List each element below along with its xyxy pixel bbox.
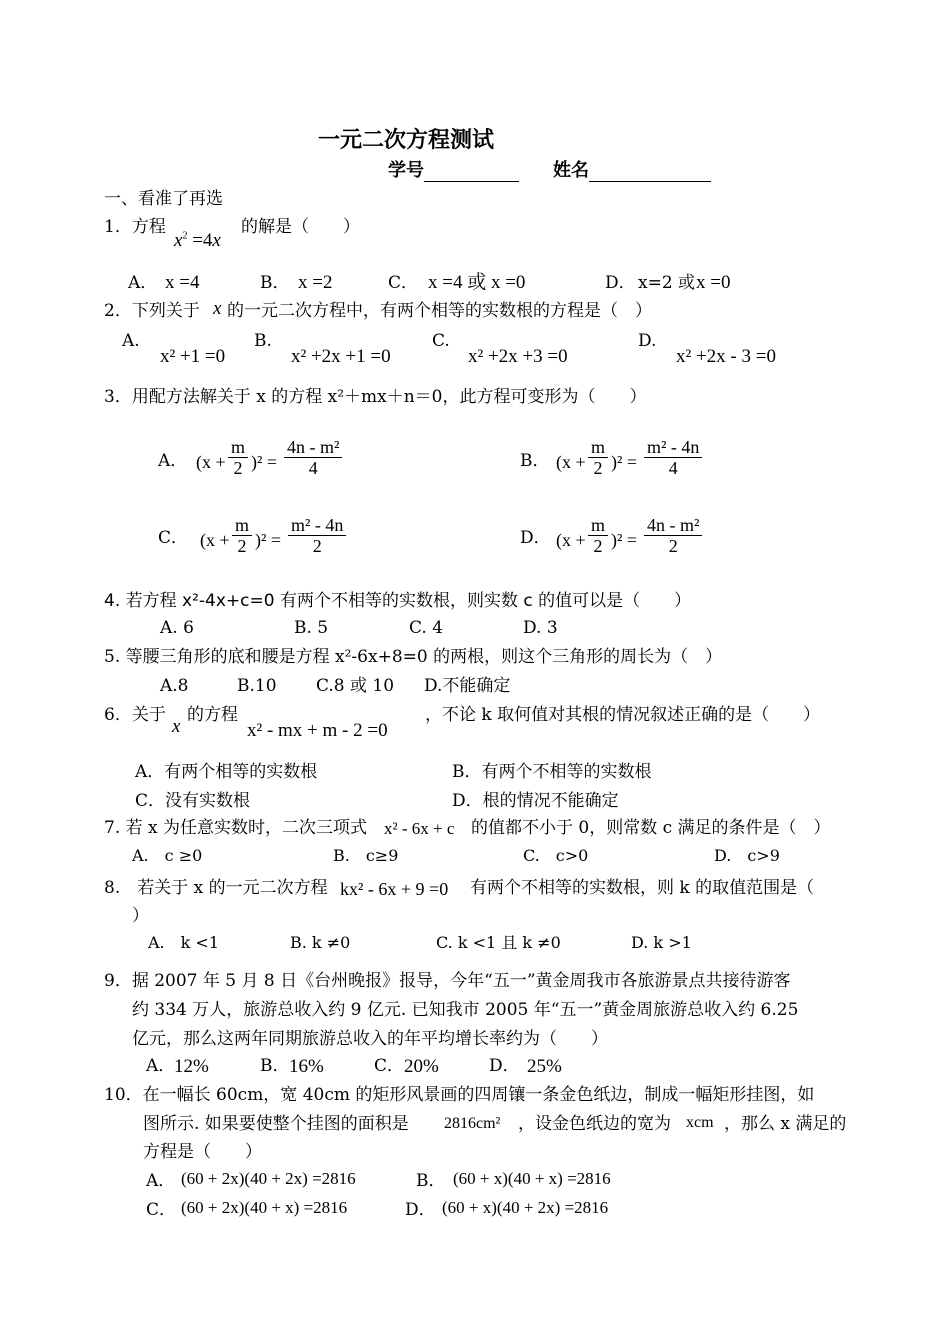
q5-stem: 5. 等腰三角形的底和腰是方程 x²-6x+8=0 的两根，则这个三角形的周长为（ ） xyxy=(104,647,723,667)
q9-option-b-label: B． xyxy=(260,1056,290,1076)
q10-line2a: 图所示. 如果要使整个挂图的面积是 xyxy=(143,1114,409,1134)
q2-var: x xyxy=(213,298,222,319)
q6-option-a: A．有两个相等的实数根 xyxy=(135,762,318,782)
q7-option-c: C. c>0 xyxy=(523,846,589,865)
q10-width: xcm xyxy=(686,1114,714,1131)
q7-expression: x² - 6x + c xyxy=(384,819,455,838)
q9-line3: 亿元，那么这两年同期旅游总收入的年平均增长率约为（ ） xyxy=(132,1029,608,1049)
name-label: 姓名 xyxy=(553,160,589,181)
q10-option-a-label: A． xyxy=(146,1171,176,1191)
page-title: 一元二次方程测试 xyxy=(318,128,495,153)
q5-option-c: C.8 或 10 xyxy=(316,676,395,696)
q10-option-c-label: C． xyxy=(146,1200,177,1220)
q1-option-d-label: D． xyxy=(605,273,636,293)
q4-option-b: B. 5 xyxy=(294,618,329,638)
q8-line2: ） xyxy=(132,906,149,926)
q6-option-d: D．根的情况不能确定 xyxy=(452,791,619,811)
q4-option-d: D. 3 xyxy=(523,618,558,638)
q1-option-c-label: C． xyxy=(388,273,419,293)
q9-line2: 约 334 万人，旅游总收入约 9 亿元. 已知我市 2005 年“五一”黄金周旅游总收入约 6.25 xyxy=(132,1000,799,1020)
q4-stem: 4. 若方程 x²-4x+c=0 有两个不相等的实数根，则实数 c 的值可以是（ ） xyxy=(104,591,692,611)
exam-page: 一元二次方程测试 学号 姓名 一、看准了再选 1．方程 $x^2 =4x$ 的解是（ ） A． x =4 B． x =2 C． x =4 或 x =0 D． x=2 或 x =0 2．下列关于 x 的一元二次方程中，有两个相等的实数根的方程是（ ） A. x² +1 =0 B. x² +2x +1 =0 C. x² +2x +3 =0 D. x² +2x - 3 =0 3．用配方法解关于 x 的方程 x²＋mx＋n＝0，此方程可变形为（ ） A． (x + $\frac{m}{2}$ )² = $\frac{\text{4n - m²}}{4}$ B． (x + $\frac{m}{2}$ )² = $\frac{\text{m² - 4n}}{4}$ C． (x + $\frac{m}{2}$ )² = $\frac{\text{m² - 4n}}{2}$ D． (x + $\frac{m}{2}$ )² = $\frac{\text{4n - m²}}{2}$ 4. 若方程 x²-4x+c=0 有两个不相等的实数根，则实数 c 的值可以是（ ） A. 6 B. 5 C. 4 D. 3 5. 等腰三角形的底和腰是方程 x²-6x+8=0 的两根，则这个三角形的周长为（ ） A.8 B.10 C.8 或 10 D.不能确定 6．关于 x 的方程 x² - mx + m - 2 =0 ，不论 k 取何值对其根的情况叙述正确的是（ ） A．有两个相等的实数根 B．有两个不相等的实数根 C．没有实数根 D．根的情况不能确定 7. 若 x 为任意实数时，二次三项式 x² - 6x + c 的值都不小于 0，则常数 c 满足的条件是（ ） A. c ≥0 B. c≥9 C. c>0 D. c>9 8. 若关于 x 的一元二次方程 kx² - 6x + 9 =0 有两个不相等的实数根，则 k 的取值范围是（ ） A. k <1 B. k ≠0 C. k <1 且 k ≠0 D. k >1 9．据 2007 年 5 月 8 日《台州晚报》报导，今年“五一”黄金周我市各旅游景点共接待游客 约 334 万人，旅游总收入约 9 亿元. 已知我市 2005 年“五一”黄金周旅游总收入约 6.25 亿元，那么这两年同期旅游总收入的年平均增长率约为（ ） A． 12% B． 16% C． 20% D． 25% 10．在一幅长 60cm，宽 40cm 的矩形风景画的四周镶一条金色纸边，制成一幅矩形挂图，如 图所示. 如果要使整个挂图的面积是 2816cm² ，设金色纸边的宽为 xcm ，那么 x 满足的 方程是（ ） A． (60 + 2x)(40 + 2x) =2816 B． (60 + x)(40 + x) =2816 C． (60 + 2x)(40 + x) =2816 D． (60 + x)(40 + 2x) =2816 xyxy=(104,128,847,1220)
q2-rest: 的一元二次方程中，有两个相等的实数根的方程是（ ） xyxy=(227,301,652,321)
q4-option-a: A. 6 xyxy=(160,618,194,638)
q8-stem: 8. 若关于 x 的一元二次方程 xyxy=(104,878,328,898)
q10-option-b: (60 + x)(40 + x) =2816 xyxy=(453,1169,611,1188)
q10-option-a: (60 + 2x)(40 + 2x) =2816 xyxy=(181,1169,356,1188)
q6-option-c: C．没有实数根 xyxy=(135,791,251,811)
q2-stem: 2．下列关于 xyxy=(104,301,200,321)
q10-option-c: (60 + 2x)(40 + x) =2816 xyxy=(181,1198,348,1217)
q7-option-a: A. c ≥0 xyxy=(132,846,203,865)
q1-suffix: 的解是（ ） xyxy=(241,217,360,237)
q10-option-d-label: D． xyxy=(405,1200,436,1220)
q10-line2b: ，设金色纸边的宽为 xyxy=(518,1114,671,1134)
q2-option-c-label: C. xyxy=(432,331,450,351)
q8-equation: kx² - 6x + 9 =0 xyxy=(340,879,449,899)
q9-option-a: 12% xyxy=(174,1056,209,1077)
q6-stem: 6．关于 xyxy=(104,705,166,725)
q6-option-b: B．有两个不相等的实数根 xyxy=(452,762,652,782)
q7-option-d: D. c>9 xyxy=(714,846,780,865)
q5-option-d: D.不能确定 xyxy=(424,676,511,696)
q1-equation: $x^2 =4x$ xyxy=(174,230,221,251)
q2-option-a: x² +1 =0 xyxy=(160,346,226,367)
q2-option-d: x² +2x - 3 =0 xyxy=(676,346,776,367)
q8-option-b: B. k ≠0 xyxy=(290,933,351,952)
q10-line1: 10．在一幅长 60cm，宽 40cm 的矩形风景画的四周镶一条金色纸边，制成一幅矩形挂图，如 xyxy=(104,1085,815,1105)
q2-option-d-label: D. xyxy=(638,331,657,351)
section-heading: 一、看准了再选 xyxy=(104,189,223,209)
student-id-label: 学号 xyxy=(388,160,424,181)
q2-option-a-label: A. xyxy=(122,331,140,351)
q1-option-c: x =4 或 x =0 xyxy=(428,272,526,293)
q8-option-d: D. k >1 xyxy=(631,933,692,952)
q2-option-b-label: B. xyxy=(254,331,272,351)
q1-option-d-text: x=2 或 xyxy=(638,273,696,293)
q2-option-b: x² +2x +1 =0 xyxy=(291,346,391,367)
q9-option-b: 16% xyxy=(289,1056,324,1077)
q8-option-a: A. k <1 xyxy=(148,933,220,952)
q1-stem: 1．方程 xyxy=(104,217,166,237)
q3-stem: 3．用配方法解关于 x 的方程 x²＋mx＋n＝0，此方程可变形为（ ） xyxy=(104,387,647,407)
q10-area: 2816cm² xyxy=(444,1115,501,1132)
q5-option-b: B.10 xyxy=(237,676,277,696)
name-blank xyxy=(589,165,711,182)
q10-line3: 方程是（ ） xyxy=(143,1142,262,1162)
q1-option-b-label: B． xyxy=(260,273,290,293)
q3-option-c-label: C． xyxy=(158,528,189,548)
q1-option-b: x =2 xyxy=(298,272,333,293)
q7-rest: 的值都不小于 0，则常数 c 满足的条件是（ ） xyxy=(471,818,831,838)
q9-option-a-label: A． xyxy=(146,1056,176,1076)
q2-option-c: x² +2x +3 =0 xyxy=(468,346,568,367)
q9-option-d-label: D． xyxy=(489,1056,520,1076)
q1-option-d-math: x =0 xyxy=(696,272,731,293)
q9-option-c: 20% xyxy=(404,1056,439,1077)
q6-mid: 的方程 xyxy=(187,705,238,725)
q9-option-c-label: C． xyxy=(374,1056,405,1076)
q8-rest: 有两个不相等的实数根，则 k 的取值范围是（ xyxy=(470,878,815,898)
name-field xyxy=(553,160,711,182)
q3-option-a-label: A． xyxy=(158,451,188,471)
q1-option-a: x =4 xyxy=(165,272,200,293)
q7-option-b: B. c≥9 xyxy=(333,846,399,865)
q6-equation: x² - mx + m - 2 =0 xyxy=(247,720,388,741)
q10-option-b-label: B． xyxy=(416,1171,446,1191)
q10-option-d: (60 + x)(40 + 2x) =2816 xyxy=(442,1198,609,1217)
q9-line1: 9．据 2007 年 5 月 8 日《台州晚报》报导，今年“五一”黄金周我市各旅游景点共接待游客 xyxy=(104,971,791,991)
student-id-field xyxy=(388,160,519,182)
q7-stem: 7. 若 x 为任意实数时，二次三项式 xyxy=(104,818,368,838)
q3-option-d-label: D． xyxy=(520,528,551,548)
q5-option-a: A.8 xyxy=(160,676,189,696)
student-id-blank xyxy=(424,165,519,182)
q9-option-d: 25% xyxy=(527,1056,562,1077)
q3-option-b-label: B． xyxy=(520,451,550,471)
q10-line2c: ，那么 x 满足的 xyxy=(724,1114,847,1134)
q1-option-a-label: A． xyxy=(128,273,158,293)
q6-var: x xyxy=(172,716,181,737)
q6-rest: ，不论 k 取何值对其根的情况叙述正确的是（ ） xyxy=(425,705,821,725)
q4-option-c: C. 4 xyxy=(409,618,444,638)
q8-option-c: C. k <1 且 k ≠0 xyxy=(436,933,561,952)
